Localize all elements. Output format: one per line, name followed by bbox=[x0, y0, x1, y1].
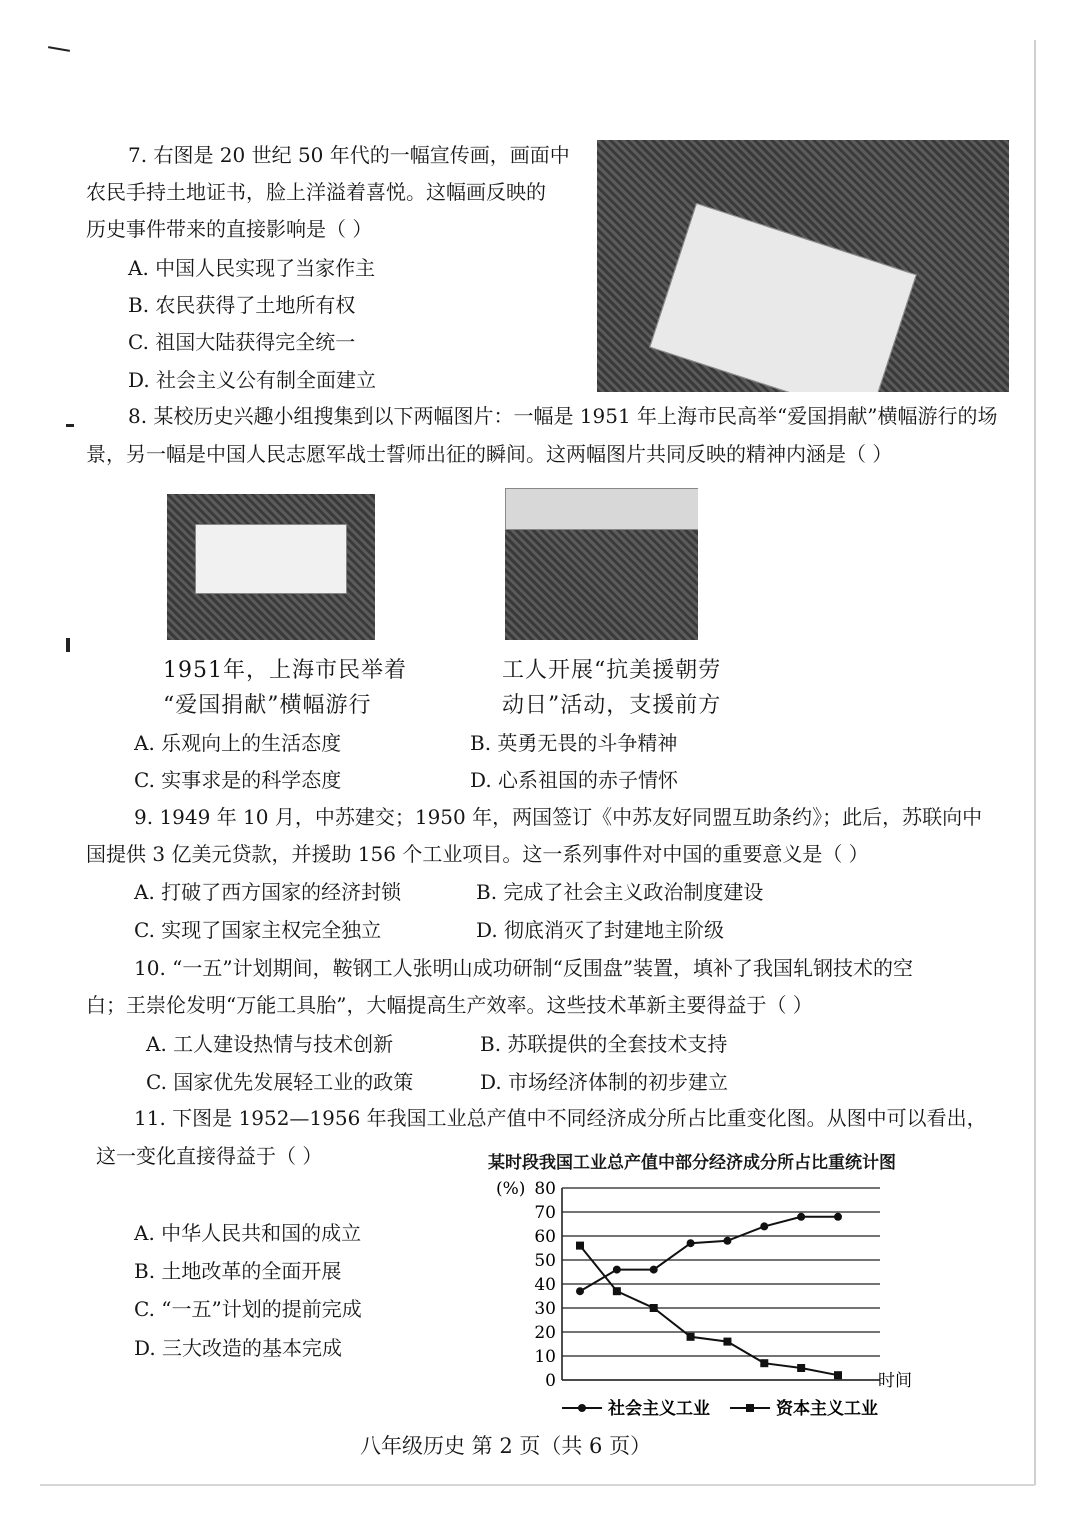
industry-share-line-chart bbox=[480, 1172, 920, 1422]
series-1-point bbox=[797, 1213, 805, 1221]
y-tick-label: 80 bbox=[534, 1179, 556, 1199]
y-tick-label: 60 bbox=[534, 1227, 556, 1247]
legend-marker-1 bbox=[578, 1404, 586, 1412]
caption-right-line-1: 工人开展“抗美援朝劳 bbox=[502, 658, 722, 683]
question-9-option-d: D. 彻底消灭了封建地主阶级 bbox=[476, 918, 725, 942]
question-8-option-a: A. 乐观向上的生活态度 bbox=[134, 731, 342, 755]
question-11-line-1: 11. 下图是 1952—1956 年我国工业总产值中不同经济成分所占比重变化图。从图中可以看出， bbox=[134, 1106, 987, 1130]
question-7-line-3: 历史事件带来的直接影响是（ ） bbox=[86, 217, 373, 241]
legend-marker-2 bbox=[746, 1404, 754, 1412]
question-9-option-b: B. 完成了社会主义政治制度建设 bbox=[476, 880, 764, 904]
question-10-line-1: 10. “一五”计划期间，鞍钢工人张明山成功研制“反围盘”装置，填补了我国轧钢技术的空 bbox=[134, 956, 914, 980]
scan-mark bbox=[48, 46, 70, 52]
series-1-point bbox=[760, 1222, 768, 1230]
banner bbox=[195, 524, 347, 594]
question-11-option-d: D. 三大改造的基本完成 bbox=[134, 1336, 343, 1360]
question-8-option-c: C. 实事求是的科学态度 bbox=[134, 768, 342, 792]
question-9-line-1: 9. 1949 年 10 月，中苏建交；1950 年，两国签订《中苏友好同盟互助条约》；此后，苏联向中 bbox=[134, 805, 983, 829]
y-tick-label: 30 bbox=[534, 1299, 556, 1319]
question-7-option-d: D. 社会主义公有制全面建立 bbox=[128, 368, 377, 392]
chart-title: 某时段我国工业总产值中部分经济成分所占比重统计图 bbox=[488, 1153, 896, 1173]
scan-mark bbox=[66, 424, 74, 427]
question-8-line-1: 8. 某校历史兴趣小组搜集到以下两幅图片：一幅是 1951 年上海市民高举“爱国捐献”横幅游行的场 bbox=[128, 404, 998, 428]
question-7-option-a: A. 中国人民实现了当家作主 bbox=[128, 256, 376, 280]
question-10-option-a: A. 工人建设热情与技术创新 bbox=[146, 1032, 394, 1056]
question-7-option-c: C. 祖国大陆获得完全统一 bbox=[128, 330, 356, 354]
series-2-point bbox=[834, 1371, 842, 1379]
question-11-option-c: C. “一五”计划的提前完成 bbox=[134, 1297, 362, 1321]
question-9-option-c: C. 实现了国家主权完全独立 bbox=[134, 918, 382, 942]
y-tick-label: 0 bbox=[545, 1371, 556, 1391]
question-11-option-b: B. 土地改革的全面开展 bbox=[134, 1259, 342, 1283]
page-border-bottom bbox=[40, 1484, 1035, 1486]
workers-labor-day-photo bbox=[505, 488, 698, 640]
caption-left-line-2: “爱国捐献”横幅游行 bbox=[163, 693, 372, 718]
series-2-point bbox=[613, 1287, 621, 1295]
scan-mark bbox=[66, 638, 70, 652]
caption-left-line-1: 1951年，上海市民举着 bbox=[163, 658, 407, 683]
series-1-point bbox=[834, 1213, 842, 1221]
question-11-option-a: A. 中华人民共和国的成立 bbox=[134, 1221, 362, 1245]
page-border-right bbox=[1034, 40, 1036, 1485]
y-tick-label: 70 bbox=[534, 1203, 556, 1223]
legend-label-2: 资本主义工业 bbox=[776, 1399, 878, 1419]
question-9-option-a: A. 打破了西方国家的经济封锁 bbox=[134, 880, 402, 904]
question-10-line-2: 白；王崇伦发明“万能工具胎”，大幅提高生产效率。这些技术革新主要得益于（ ） bbox=[86, 993, 813, 1017]
y-axis-label: (%) bbox=[496, 1179, 526, 1199]
series-line-1 bbox=[580, 1217, 838, 1291]
y-tick-label: 50 bbox=[534, 1251, 556, 1271]
question-10-option-c: C. 国家优先发展轻工业的政策 bbox=[146, 1070, 414, 1094]
series-2-point bbox=[797, 1364, 805, 1372]
series-2-point bbox=[760, 1359, 768, 1367]
question-7-line-1: 7. 右图是 20 世纪 50 年代的一幅宣传画，画面中 bbox=[128, 143, 570, 167]
y-tick-label: 20 bbox=[534, 1323, 556, 1343]
series-2-point bbox=[723, 1338, 731, 1346]
series-1-point bbox=[687, 1239, 695, 1247]
series-2-point bbox=[687, 1333, 695, 1341]
land-certificate bbox=[649, 203, 917, 392]
question-8-option-d: D. 心系祖国的赤子情怀 bbox=[470, 768, 679, 792]
question-8-option-b: B. 英勇无畏的斗争精神 bbox=[470, 731, 678, 755]
y-tick-label: 10 bbox=[534, 1347, 556, 1367]
question-7-line-2: 农民手持土地证书，脸上洋溢着喜悦。这幅画反映的 bbox=[86, 180, 546, 204]
series-1-point bbox=[613, 1266, 621, 1274]
question-9-line-2: 国提供 3 亿美元贷款，并援助 156 个工业项目。这一系列事件对中国的重要意义是（ ） bbox=[86, 842, 869, 866]
series-1-point bbox=[650, 1266, 658, 1274]
slogan-banner bbox=[505, 488, 698, 530]
legend-label-1: 社会主义工业 bbox=[608, 1399, 710, 1419]
series-1-point bbox=[576, 1287, 584, 1295]
series-2-point bbox=[576, 1242, 584, 1250]
question-7-option-b: B. 农民获得了土地所有权 bbox=[128, 293, 356, 317]
patriotic-donation-parade-photo bbox=[167, 494, 375, 640]
x-axis-label: 时间 bbox=[878, 1371, 912, 1391]
series-1-point bbox=[723, 1237, 731, 1245]
question-10-option-b: B. 苏联提供的全套技术支持 bbox=[480, 1032, 728, 1056]
y-tick-label: 40 bbox=[534, 1275, 556, 1295]
question-8-line-2: 景，另一幅是中国人民志愿军战士誓师出征的瞬间。这两幅图片共同反映的精神内涵是（ ） bbox=[86, 442, 893, 466]
question-10-option-d: D. 市场经济体制的初步建立 bbox=[480, 1070, 729, 1094]
series-2-point bbox=[650, 1304, 658, 1312]
page-footer: 八年级历史 第 2 页（共 6 页） bbox=[360, 1434, 652, 1458]
caption-right-line-2: 动日”活动，支援前方 bbox=[502, 693, 722, 718]
question-11-line-2: 这一变化直接得益于（ ） bbox=[96, 1144, 323, 1168]
land-certificate-poster-image bbox=[597, 140, 1009, 392]
